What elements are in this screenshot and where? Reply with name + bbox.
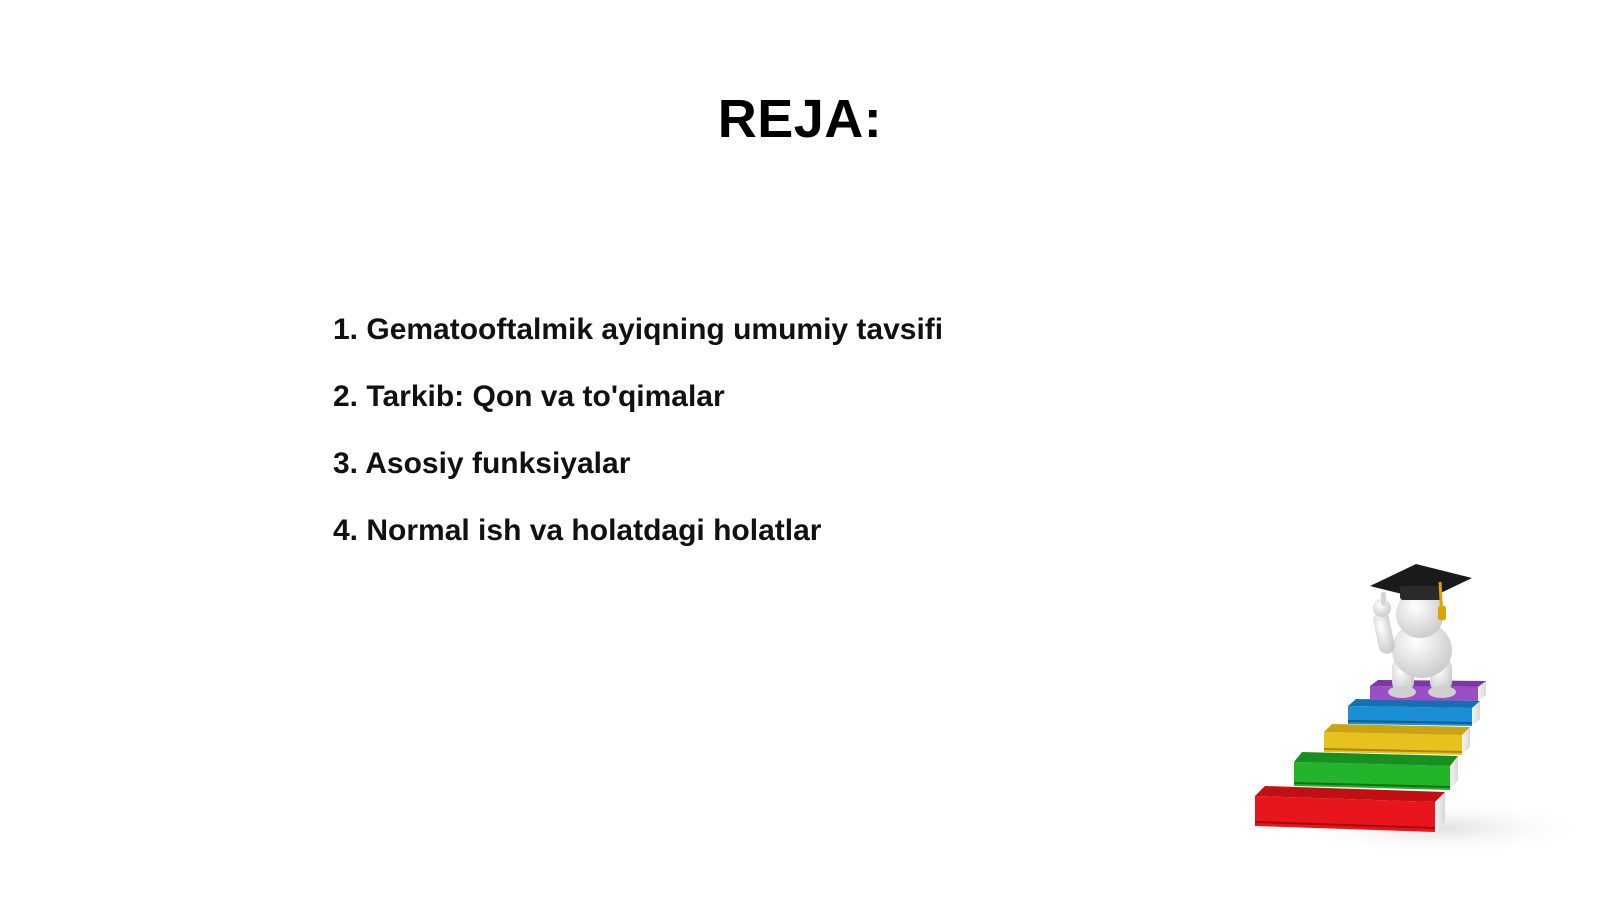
plan-item-4: 4. Normal ish va holatdagi holatlar bbox=[333, 514, 822, 547]
book-purple bbox=[1370, 680, 1486, 701]
plan-item-2: 2. Tarkib: Qon va to'qimalar bbox=[333, 380, 725, 413]
graduate-figure bbox=[1370, 564, 1472, 698]
graduate-on-books-icon bbox=[1240, 560, 1580, 860]
book-yellow bbox=[1324, 724, 1470, 755]
plan-item-1: 1. Gematooftalmik ayiqning umumiy tavsifi bbox=[333, 313, 944, 346]
book-red bbox=[1255, 786, 1445, 832]
slide-title: REJA: bbox=[717, 89, 883, 149]
plan-item-3: 3. Asosiy funksiyalar bbox=[333, 447, 631, 480]
book-blue bbox=[1348, 699, 1480, 726]
book-green bbox=[1294, 752, 1458, 790]
plan-list bbox=[333, 312, 943, 580]
